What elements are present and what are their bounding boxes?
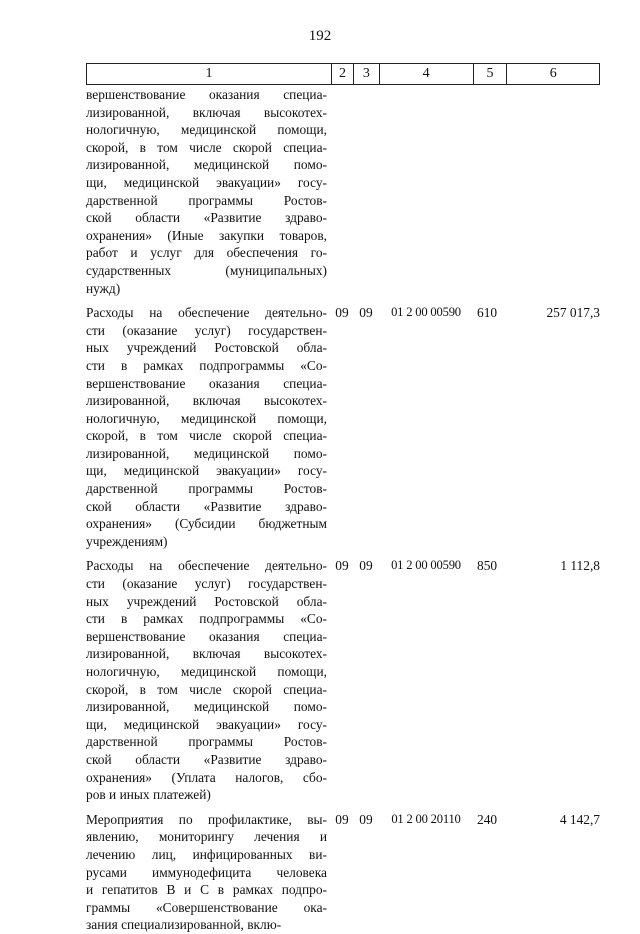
row-cell-c5: 240	[477, 811, 498, 827]
description-line: сударственных (муниципальных)	[86, 262, 327, 278]
row-cell-c6: 1 112,8	[560, 558, 600, 574]
description-line: граммы «Совершенствование ока-	[86, 899, 327, 915]
header-col-5: 5	[473, 64, 507, 84]
row-description	[86, 86, 331, 297]
description-line: ров и иных платежей)	[86, 787, 211, 803]
row-cell-c4: 01 2 00 00590	[391, 558, 461, 573]
description-line: щи, медицинской эвакуации» госу-	[86, 716, 327, 732]
description-line: скорой, в том числе скорой специа-	[86, 139, 327, 155]
description-line: и гепатитов В и С в рамках подпро-	[86, 882, 327, 898]
row-cell-c6	[507, 86, 600, 297]
table-row	[86, 811, 600, 934]
row-cell-c5	[473, 86, 507, 297]
row-cell-c2: 09	[335, 811, 349, 827]
row-cell-c2: 09	[335, 305, 349, 321]
description-line: ской области «Развитие здраво-	[86, 498, 327, 514]
description-line: ных учреждений Ростовской обла-	[86, 593, 327, 609]
description-line: лизированной, включая высокотех-	[86, 393, 327, 409]
description-line: дарственной программы Ростов-	[86, 734, 327, 750]
description-line: явлению, мониторингу лечения и	[86, 829, 327, 845]
row-cell-c2	[331, 86, 353, 297]
description-line: сти (оказание услуг) государствен-	[86, 576, 327, 592]
description-line: сти (оказание услуг) государствен-	[86, 322, 327, 338]
description-line: учреждениям)	[86, 533, 168, 549]
header-col-3: 3	[353, 64, 379, 84]
description-line: щи, медицинской эвакуации» госу-	[86, 174, 327, 190]
header-col-6: 6	[506, 64, 599, 84]
row-cell-c2: 09	[335, 558, 349, 574]
row-cell-c3: 09	[359, 305, 373, 321]
header-col-2: 2	[331, 64, 353, 84]
description-line: вершенствование оказания специа-	[86, 375, 327, 391]
description-line: сти в рамках подпрограммы «Со-	[86, 357, 327, 373]
row-description	[86, 304, 331, 550]
page-number: 192	[308, 28, 332, 44]
header-col-1: 1	[205, 66, 213, 81]
description-line: Расходы на обеспечение деятельно-	[86, 558, 327, 574]
description-line: работ и услуг для обеспечения го-	[86, 245, 327, 261]
table-row	[86, 557, 600, 803]
description-line: лизированной, медицинской помо-	[86, 157, 327, 173]
description-line: нологичную, медицинской помощи,	[86, 122, 327, 138]
description-line: скорой, в том числе скорой специа-	[86, 428, 327, 444]
description-line: русами иммунодефицита человека	[86, 864, 327, 880]
description-line: вершенствование оказания специа-	[86, 628, 327, 644]
description-line: Расходы на обеспечение деятельно-	[86, 305, 327, 321]
description-line: ных учреждений Ростовской обла-	[86, 340, 327, 356]
description-line: скорой, в том числе скорой специа-	[86, 681, 327, 697]
row-cell-c4: 01 2 00 00590	[391, 305, 461, 320]
description-line: дарственной программы Ростов-	[86, 481, 327, 497]
description-line: охранения» (Иные закупки товаров,	[86, 227, 327, 243]
description-line: вершенствование оказания специа-	[86, 87, 327, 102]
row-cell-c5: 610	[477, 305, 498, 321]
header-col-4: 4	[379, 64, 473, 84]
table-body	[86, 86, 600, 934]
description-line: ской области «Развитие здраво-	[86, 751, 327, 767]
description-line: охранения» (Уплата налогов, сбо-	[86, 769, 327, 785]
description-line: лизированной, включая высокотех-	[86, 104, 327, 120]
row-cell-c4: 01 2 00 20110	[391, 811, 461, 826]
table-row	[86, 86, 600, 297]
row-description	[86, 557, 331, 803]
description-line: лечению лиц, инфицированных ви-	[86, 846, 327, 862]
description-line: нужд)	[86, 280, 121, 296]
description-line: нологичную, медицинской помощи,	[86, 664, 327, 679]
row-cell-c4	[379, 86, 473, 297]
description-line: щи, медицинской эвакуации» госу-	[86, 463, 327, 479]
description-line: нологичную, медицинской помощи,	[86, 410, 327, 426]
description-line: зания специализированной, вклю-	[86, 917, 282, 933]
row-cell-c3: 09	[359, 811, 373, 827]
budget-table	[86, 63, 600, 934]
description-line: лизированной, медицинской помо-	[86, 445, 327, 461]
description-line: Мероприятия по профилактике, вы-	[86, 811, 327, 827]
description-line: ской области «Развитие здраво-	[86, 210, 327, 226]
description-line: сти в рамках подпрограммы «Со-	[86, 611, 327, 627]
description-line: лизированной, включая высокотех-	[86, 646, 327, 662]
description-line: лизированной, медицинской помо-	[86, 699, 327, 715]
table-header	[86, 63, 600, 85]
description-line: охранения» (Субсидии бюджетным	[86, 516, 327, 532]
row-description	[86, 811, 331, 934]
row-cell-c3: 09	[359, 558, 373, 574]
row-cell-c5: 850	[477, 558, 498, 574]
description-line: дарственной программы Ростов-	[86, 192, 327, 208]
row-cell-c6: 257 017,3	[546, 305, 600, 321]
row-cell-c6: 4 142,7	[559, 811, 600, 827]
row-cell-c3	[353, 86, 379, 297]
table-row	[86, 304, 600, 550]
